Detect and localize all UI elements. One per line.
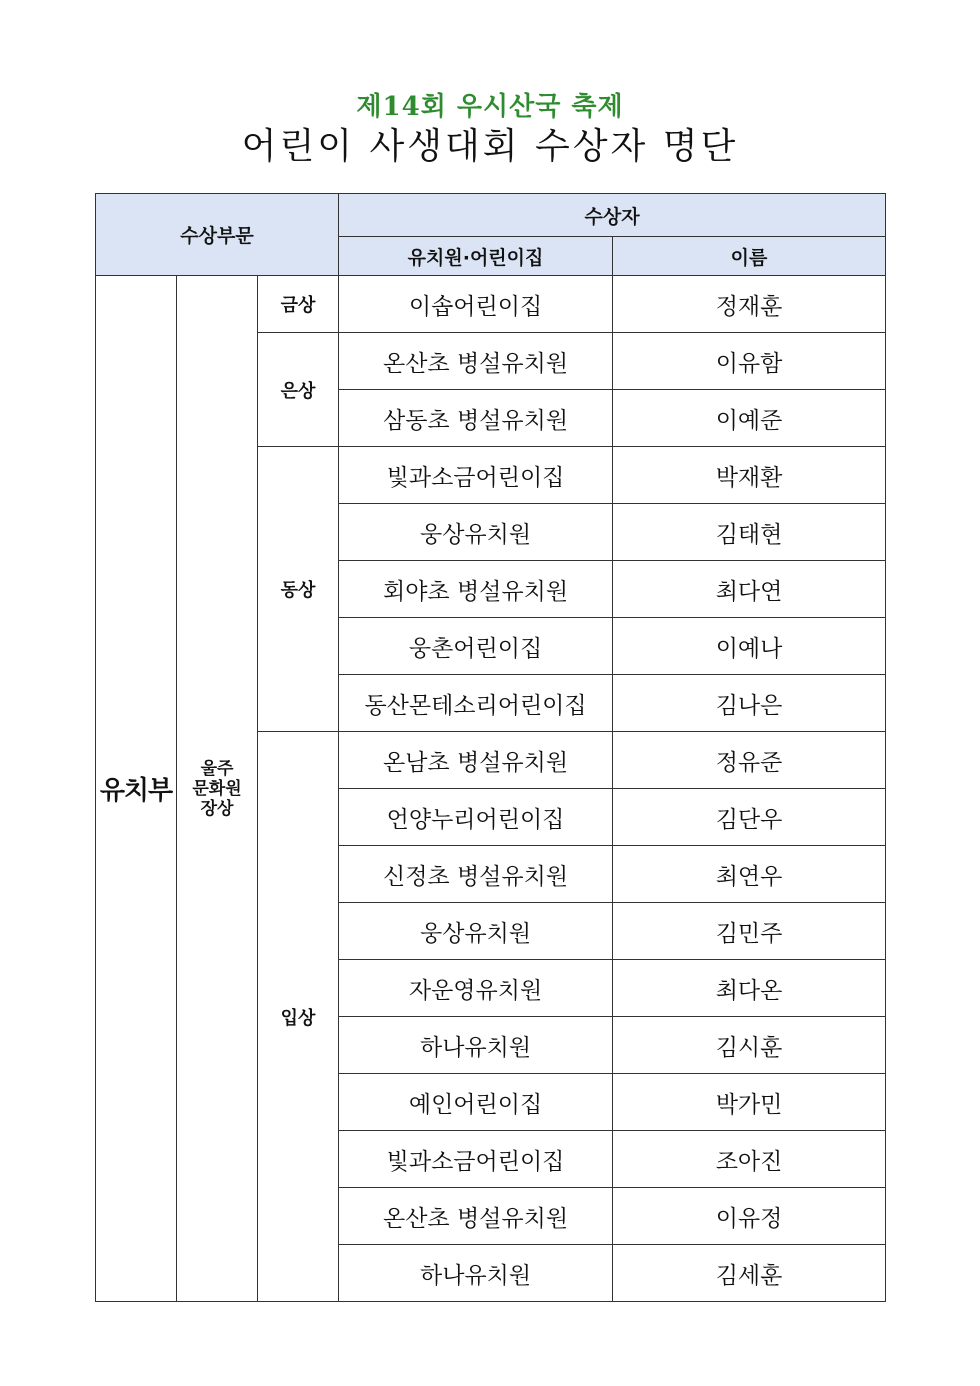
- school-cell: 하나유치원: [339, 1017, 613, 1074]
- document-title: 어린이 사생대회 수상자 명단: [241, 126, 739, 167]
- school-cell: 빛과소금어린이집: [339, 447, 613, 504]
- document-subtitle: 제14회 우시산국 축제: [356, 92, 624, 122]
- school-cell: 웅촌어린이집: [339, 618, 613, 675]
- school-cell: 회야초 병설유치원: [339, 561, 613, 618]
- header-category: 수상부문: [96, 194, 339, 276]
- name-cell: 이유정: [613, 1188, 886, 1245]
- name-cell: 김단우: [613, 789, 886, 846]
- name-cell: 김민주: [613, 903, 886, 960]
- award-line: 울주: [200, 758, 234, 779]
- school-cell: 신정초 병설유치원: [339, 846, 613, 903]
- school-cell: 웅상유치원: [339, 903, 613, 960]
- school-cell: 삼동초 병설유치원: [339, 390, 613, 447]
- prize-cell: 은상: [258, 333, 339, 447]
- name-cell: 조아진: [613, 1131, 886, 1188]
- school-cell: 빛과소금어린이집: [339, 1131, 613, 1188]
- name-cell: 정재훈: [613, 276, 886, 333]
- name-cell: 박가민: [613, 1074, 886, 1131]
- name-cell: 박재환: [613, 447, 886, 504]
- header-name: 이름: [613, 237, 886, 276]
- awards-table: [95, 193, 886, 1302]
- award-line: 문화원: [192, 778, 242, 799]
- name-cell: 최다온: [613, 960, 886, 1017]
- division-cell: 유치부: [96, 276, 177, 1302]
- name-cell: 이유함: [613, 333, 886, 390]
- prize-cell: 동상: [258, 447, 339, 732]
- name-cell: 김나은: [613, 675, 886, 732]
- header-winner: 수상자: [339, 194, 886, 237]
- school-cell: 웅상유치원: [339, 504, 613, 561]
- name-cell: 정유준: [613, 732, 886, 789]
- table-row: [96, 276, 886, 333]
- name-cell: 김시훈: [613, 1017, 886, 1074]
- name-cell: 김세훈: [613, 1245, 886, 1302]
- school-cell: 자운영유치원: [339, 960, 613, 1017]
- header-school: 유치원·어린이집: [339, 237, 613, 276]
- name-cell: 최연우: [613, 846, 886, 903]
- school-cell: 하나유치원: [339, 1245, 613, 1302]
- school-cell: 언양누리어린이집: [339, 789, 613, 846]
- prize-cell: 금상: [258, 276, 339, 333]
- name-cell: 이예나: [613, 618, 886, 675]
- awards-table-body: [96, 276, 886, 1302]
- school-cell: 온산초 병설유치원: [339, 333, 613, 390]
- school-cell: 온산초 병설유치원: [339, 1188, 613, 1245]
- school-cell: 예인어린이집: [339, 1074, 613, 1131]
- name-cell: 김태현: [613, 504, 886, 561]
- award-line: 장상: [200, 798, 234, 819]
- name-cell: 이예준: [613, 390, 886, 447]
- prize-cell: 입상: [258, 732, 339, 1302]
- name-cell: 최다연: [613, 561, 886, 618]
- school-cell: 온남초 병설유치원: [339, 732, 613, 789]
- award-cell: [177, 276, 258, 1302]
- school-cell: 동산몬테소리어린이집: [339, 675, 613, 732]
- school-cell: 이솝어린이집: [339, 276, 613, 333]
